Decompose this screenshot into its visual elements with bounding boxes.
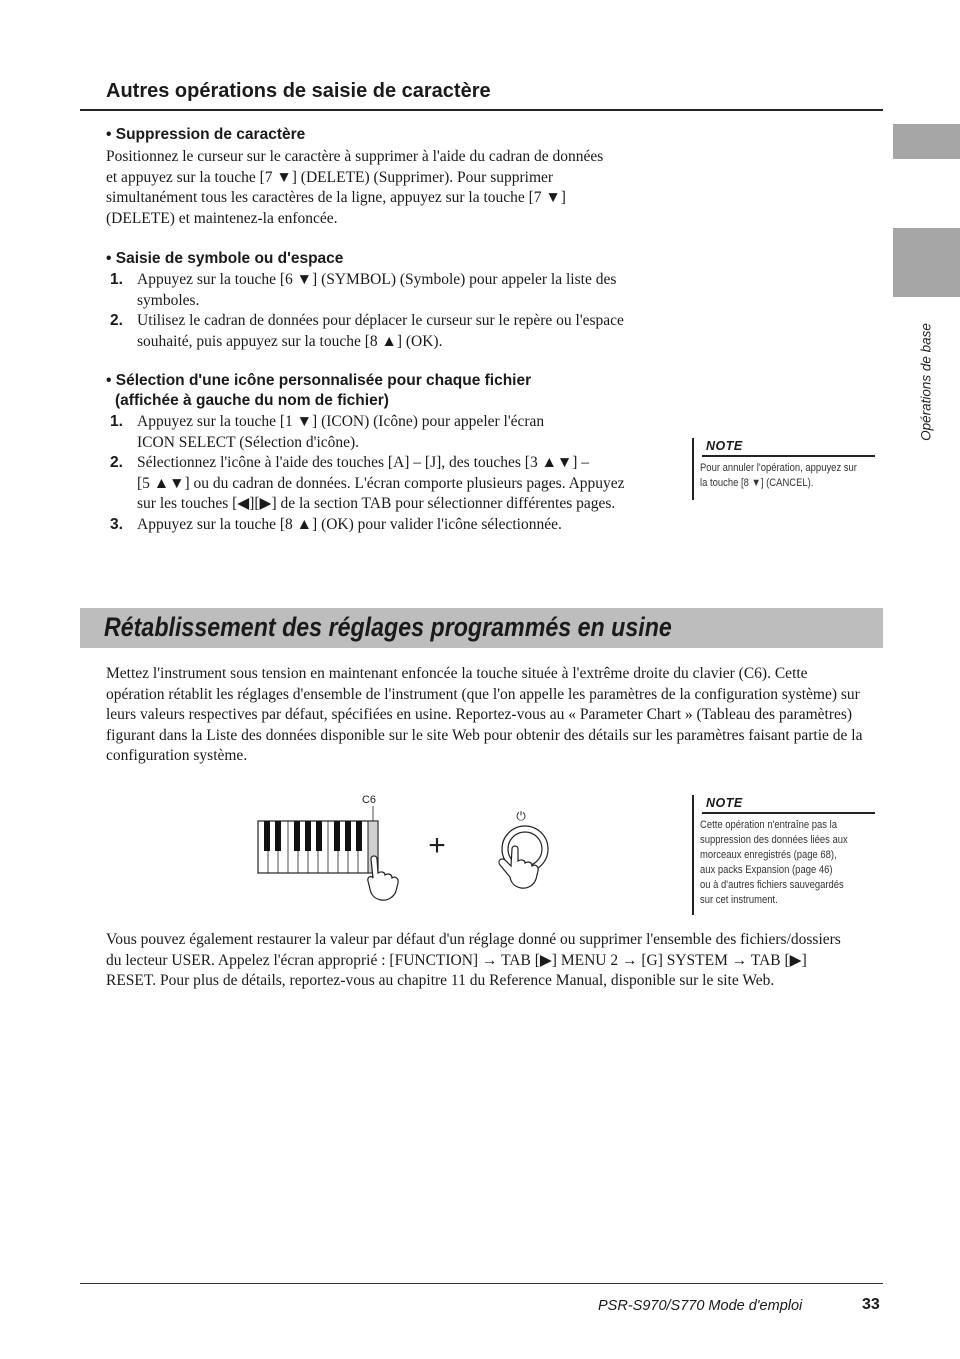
note-label: NOTE (706, 796, 743, 810)
text-line: Positionnez le curseur sur le caractère à supprimer à l'aide du cadran de données (106, 148, 604, 165)
chapter-tab (893, 124, 960, 159)
paragraph-outro (106, 930, 841, 992)
key-label: C6 (361, 794, 377, 806)
note-label: NOTE (706, 439, 743, 453)
step-text (137, 311, 624, 352)
text-line: sur cet instrument. (700, 894, 778, 906)
footer-rule (80, 1283, 883, 1284)
text-line: Appuyez sur la touche [8 ▲] (OK) pour valider l'icône sélectionnée. (137, 516, 562, 533)
text-line: Vous pouvez également restaurer la valeur par défaut d'un réglage donné ou supprimer l'ensemble des fichiers/dossiers (106, 931, 841, 948)
text-line: Appuyez sur la touche [1 ▼] (ICON) (Icône) pour appeler l'écran (137, 413, 545, 430)
text-line: simultanément tous les caractères de la ligne, appuyez sur la touche [7 ▼] (106, 189, 566, 207)
text-line: suppression des données liées aux (700, 834, 848, 846)
text-line: ou à d'autres fichiers sauvegardés (700, 879, 844, 891)
text-line: du lecteur USER. Appelez l'écran approprié : [FUNCTION] → TAB [▶] MENU 2 → [G] SYSTEM → TAB [▶] (106, 951, 807, 969)
note-rule (702, 812, 875, 814)
paragraph-delete (106, 147, 603, 229)
text-line: Sélectionnez l'icône à l'aide des touches [A] – [J], des touches [3 ▲▼] – (137, 454, 590, 471)
text-line: et appuyez sur la touche [7 ▼] (DELETE) (Supprimer). Pour supprimer (106, 168, 554, 186)
text-line: (DELETE) et maintenez-la enfoncée. (106, 209, 338, 227)
text-line: Cette opération n'entraîne pas la (700, 819, 837, 831)
keyboard-icon (258, 806, 378, 873)
text-line: aux packs Expansion (page 46) (700, 864, 833, 876)
step-text (137, 412, 544, 453)
footer-manual-title: PSR-S970/S770 Mode d'emploi (598, 1298, 803, 1314)
step-text (137, 453, 625, 515)
text-line: Appuyez sur la touche [6 ▼] (SYMBOL) (Symbole) pour appeler la liste des (137, 271, 617, 288)
chapter-label: Opérations de base (918, 323, 934, 441)
section-title: Autres opérations de saisie de caractère (106, 80, 491, 102)
paragraph-intro (106, 664, 862, 767)
subheading-delete: • Suppression de caractère (106, 126, 306, 143)
text-line: Pour annuler l'opération, appuyez sur (700, 462, 857, 474)
text-line: la touche [8 ▼] (CANCEL). (700, 477, 814, 489)
text-line: Utilisez le cadran de données pour déplacer le curseur sur le repère ou l'espace (137, 312, 624, 329)
text-line: opération rétablit les réglages d'ensemble de l'instrument (que l'on appelle les paramètres de la configuration système) sur (106, 685, 860, 703)
text-line: configuration système. (106, 747, 248, 765)
section-rule (80, 109, 883, 111)
text-line: [5 ▲▼] ou du cadran de données. L'écran comporte plusieurs pages. Appuyez (137, 474, 625, 492)
pointing-hand-icon (368, 856, 398, 900)
text-line: figurant dans la Liste des données disponible sur le site Web pour obtenir des détails sur les paramètres faisant partie de la (106, 726, 863, 744)
note-bar (692, 438, 694, 500)
step-number: 2. (110, 454, 123, 471)
text-line: symboles. (137, 291, 200, 309)
step-number: 3. (110, 516, 123, 533)
step-number: 1. (110, 271, 123, 288)
step-text (137, 270, 616, 311)
step-number: 2. (110, 312, 123, 329)
text-line: souhaité, puis appuyez sur la touche [8 ▲] (OK). (137, 332, 443, 350)
subheading-icon-line2: (affichée à gauche du nom de fichier) (115, 392, 389, 409)
subheading-symbol: • Saisie de symbole ou d'espace (106, 250, 344, 267)
text-line: leurs valeurs respectives par défaut, spécifiées en usine. Reportez-vous au « Parameter Chart » (Tableau des paramètres) (106, 706, 853, 724)
text-line: ICON SELECT (Sélection d'icône). (137, 433, 360, 451)
note-bar (692, 795, 694, 915)
subheading-icon: • Sélection d'une icône personnalisée pour chaque fichier (106, 372, 532, 389)
text-line: Mettez l'instrument sous tension en maintenant enfoncée la touche située à l'extrême droite du clavier (C6). Cette (106, 665, 808, 682)
plus-sign: + (428, 829, 446, 862)
text-line: RESET. Pour plus de détails, reportez-vous au chapitre 11 du Reference Manual, disponible sur le site Web. (106, 972, 775, 990)
step-number: 1. (110, 413, 123, 430)
page-number: 33 (862, 1296, 880, 1313)
step-text (137, 515, 562, 536)
text-line: sur les touches [◀][▶] de la section TAB pour sélectionner différentes pages. (137, 495, 616, 513)
section-title: Rétablissement des réglages programmés en usine (104, 612, 672, 642)
note-rule (702, 455, 875, 457)
note-text (700, 818, 848, 908)
note-text (700, 461, 857, 491)
reset-illustration (250, 785, 560, 910)
power-symbol: ⏻ (516, 809, 526, 823)
text-line: morceaux enregistrés (page 68), (700, 849, 837, 861)
chapter-tab-active (893, 228, 960, 297)
